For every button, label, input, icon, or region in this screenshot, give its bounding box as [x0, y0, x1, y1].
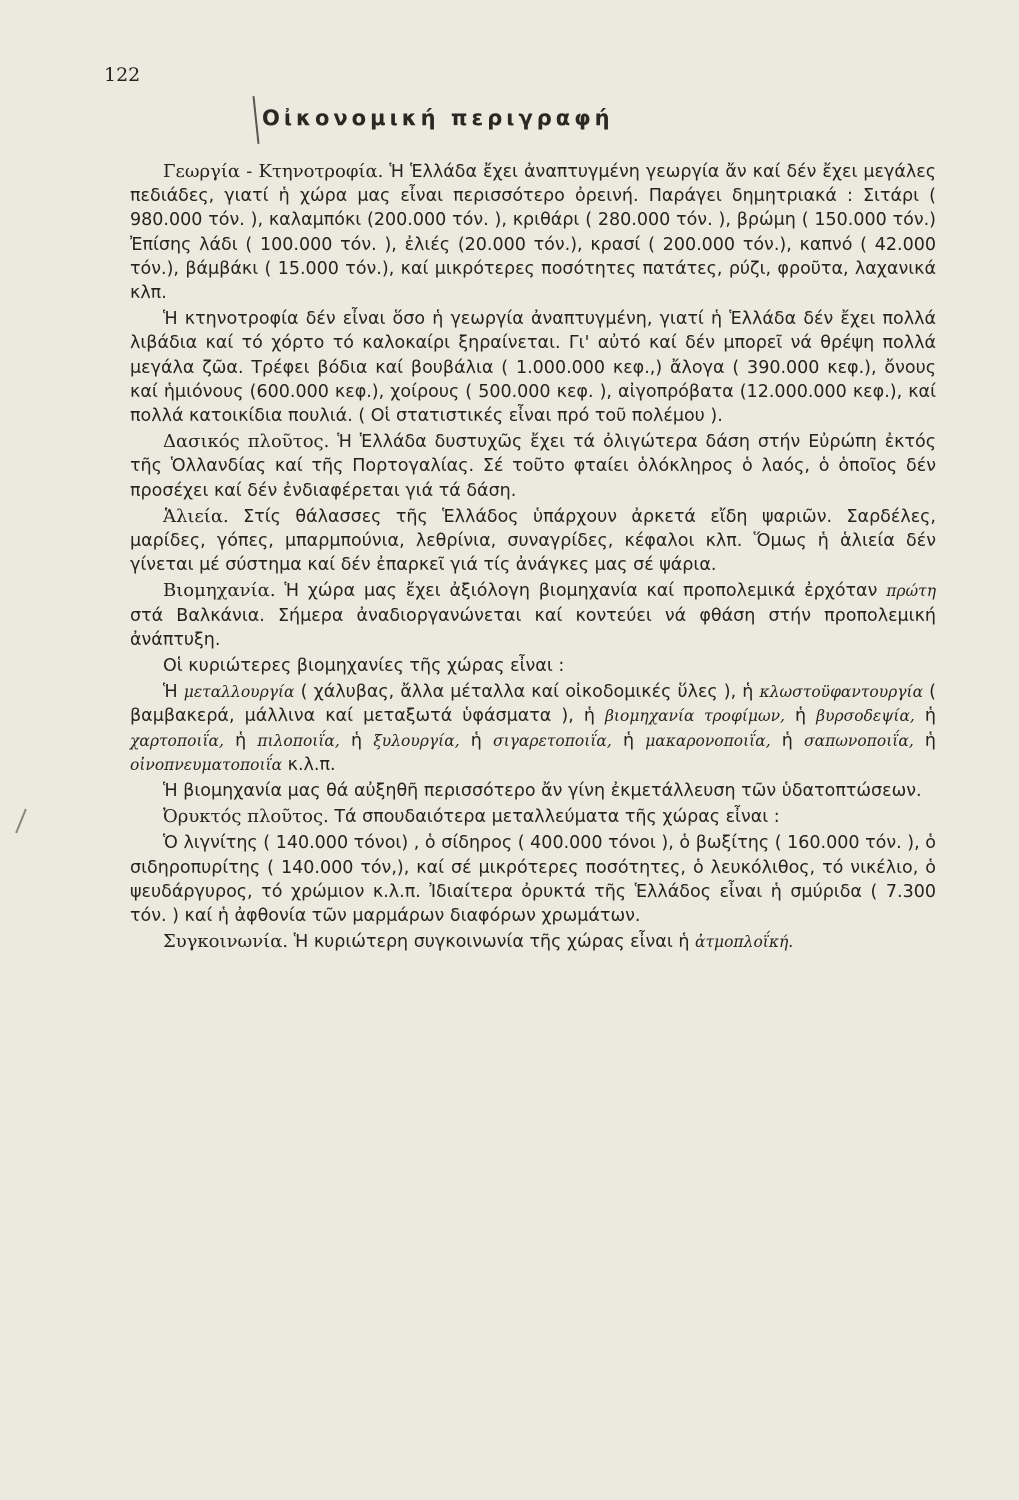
paragraph-transport	[130, 930, 936, 954]
section-title: Οἰκονομική περιγραφή	[262, 106, 614, 130]
list-text: Ἡ	[163, 682, 184, 703]
heading-minerals: Ὀρυκτός πλοῦτος.	[163, 806, 329, 828]
industry-term: μακαρονοποιΐα,	[645, 731, 771, 750]
industry-term: σιγαρετοποιΐα,	[493, 731, 612, 750]
industry-term: βυρσοδεψία,	[816, 707, 915, 726]
paragraph-minerals	[130, 805, 936, 829]
heading-industry: Βιομηχανία.	[163, 580, 276, 602]
text-hydro: Ἡ βιομηχανία μας θά αὐξηθῆ περισσότερο ἄν γίνη ἐκμετάλλευση τῶν ὑδατοπτώσεων.	[163, 781, 922, 802]
list-text: ἡ	[339, 730, 374, 751]
text-industry-b: στά Βαλκάνια. Σήμερα ἀναδιοργανώνεται καί κοντεύει νά φθάση στήν προπολεμική ἀνάπτυξη.	[130, 605, 936, 650]
paragraph-livestock	[130, 307, 936, 428]
list-text: ἡ	[914, 706, 937, 727]
paragraph-minerals-list	[130, 831, 936, 928]
text-industry-a: Ἡ χώρα μας ἔχει ἀξιόλογη βιομηχανία καί προπολεμικά ἐρχόταν	[275, 581, 887, 602]
industry-term: μεταλλουργία	[183, 683, 295, 702]
paragraph-forestry	[130, 430, 936, 503]
industry-term: ξυλουργία,	[373, 731, 460, 750]
list-text: ἡ	[459, 730, 494, 751]
italic-shipping: ἀτμοπλοΐκή.	[694, 933, 794, 952]
text-transport: Ἡ κυριώτερη συγκοινωνία τῆς χώρας εἶναι ἡ	[288, 932, 695, 953]
text-forestry: Ἡ Ἑλλάδα δυστυχῶς ἔχει τά ὀλιγώτερα δάση στήν Εὐρώπη ἐκτός τῆς Ὁλλανδίας καί τῆς Πορτογαλίας. Σέ τοῦτο φταίει ὁλόκληρος ὁ λαός, ὁ ὁποῖος δέν προσέχει καί δέν ἐνδιαφέρεται γιά τά δάση.	[130, 432, 937, 501]
paragraph-industries-list	[130, 680, 936, 777]
paragraph-industry	[130, 579, 936, 652]
list-text: ( χάλυβας, ἄλλα μέταλλα καί οἰκοδομικές ὕλες ), ἡ	[294, 682, 760, 703]
list-text: ( βαμβακερά, μάλλινα καί μεταξωτά ὑφάσματα ), ἡ	[130, 682, 937, 727]
industry-term: βιομηχανία τροφίμων,	[604, 707, 785, 726]
paragraph-industries-intro	[130, 654, 936, 678]
heading-agriculture: Γεωργία - Κτηνοτροφία.	[163, 161, 384, 182]
heading-forestry: Δασικός πλοῦτος.	[163, 431, 330, 453]
page-number: 122	[104, 64, 141, 86]
paragraph-agriculture	[130, 160, 936, 305]
list-text: ἡ	[770, 730, 805, 751]
list-text: ἡ	[913, 730, 936, 751]
heading-fishing: Ἁλιεία.	[163, 505, 229, 527]
text-industries-intro: Οἱ κυριώτερες βιομηχανίες τῆς χώρας εἶναι :	[163, 656, 565, 677]
industry-term: χαρτοποιΐα,	[130, 731, 224, 750]
industry-term: κλωστοϋφαντουργία	[759, 683, 924, 702]
pencil-mark	[252, 96, 259, 144]
paragraph-fishing	[130, 505, 936, 578]
margin-mark	[15, 809, 27, 834]
list-text: ἡ	[223, 730, 258, 751]
list-text: κ.λ.π.	[282, 754, 336, 775]
text-minerals-list: Ὁ λιγνίτης ( 140.000 τόνοι) , ὁ σίδηρος ( 400.000 τόνοι ), ὁ βωξίτης ( 160.000 τόν. ), ὁ σιδηροπυρίτης ( 140.000 τόν,), καί σέ μικρότερες ποσότητες, ὁ λευκόλιθος, τό νικέλιο, ὁ ψευδάργυρος, τό χρώμιον κ.λ.π. Ἰδιαίτερα ὀρυκτά τῆς Ἑλλάδος εἶναι ἡ σμύριδα ( 7.300 τόν. ) καί ἡ ἀφθονία τῶν μαρμάρων διαφόρων χρωμάτων.	[130, 833, 936, 927]
text-minerals: Τά σπουδαιότερα μεταλλεύματα τῆς χώρας εἶναι :	[328, 807, 780, 828]
italic-first: πρώτη	[886, 582, 936, 601]
industry-term: σαπωνοποιΐα,	[804, 731, 914, 750]
industry-term: οἰνοπνευματοποιΐα	[130, 755, 283, 774]
list-text: ἡ	[611, 730, 646, 751]
text-livestock: Ἡ κτηνοτροφία δέν εἶναι ὅσο ἡ γεωργία ἀναπτυγμένη, γιατί ἡ Ἑλλάδα δέν ἔχει πολλά λιβάδια καί τό χόρτο τό καλοκαίρι ξηραίνεται. Γι' αὐτό καί δέν μπορεῖ νά θρέψη πολλά μεγάλα ζῶα. Τρέφει βόδια καί βουβάλια ( 1.000.000 κεφ.,) ἄλογα ( 390.000 κεφ.), ὄνους καί ἡμιόνους (600.000 κεφ.), χοίρους ( 500.000 κεφ. ), αἰγοπρόβατα (12.000.000 κεφ.), καί πολλά κατοικίδια πουλιά. ( Οἱ στατιστικές εἶναι πρό τοῦ πολέμου ).	[130, 309, 936, 427]
heading-transport: Συγκοινωνία.	[163, 931, 289, 953]
text-fishing: Στίς θάλασσες τῆς Ἑλλάδος ὑπάρχουν ἀρκετά εἴδη ψαριῶν. Σαρδέλες, μαρίδες, γόπες, μπαρμπούνια, λεθρίνια, συναγρίδες, κέφαλοι κλπ. Ὅμως ἡ ἁλιεία δέν γίνεται μέ σύστημα καί δέν ἐπαρκεῖ γιά τίς ἀνάγκες μας σέ ψάρια.	[130, 506, 936, 576]
industry-term: πιλοποιΐα,	[257, 731, 340, 750]
list-text: ἡ	[784, 706, 817, 727]
text-agriculture: Ἡ Ἑλλάδα ἔχει ἀναπτυγμένη γεωργία ἄν καί δέν ἔχει μεγάλες πεδιάδες, γιατί ἡ χώρα μας εἶναι περισσότερο ὀρεινή. Παράγει δημητριακά : Σιτάρι ( 980.000 τόν. ), καλαμπόκι (200.000 τόν. ), κριθάρι ( 280.000 τόν. ), βρώμη ( 150.000 τόν.) Ἐπίσης λάδι ( 100.000 τόν. ), ἐλιές (20.000 τόν.), κρασί ( 200.000 τόν.), καπνό ( 42.000 τόν.), βάμβάκι ( 15.000 τόν.), καί μικρότερες ποσότητες πατάτες, ρύζι, φροῦτα, λαχανικά κλπ.	[130, 162, 936, 304]
page-body	[130, 160, 936, 957]
paragraph-hydro	[130, 779, 936, 803]
